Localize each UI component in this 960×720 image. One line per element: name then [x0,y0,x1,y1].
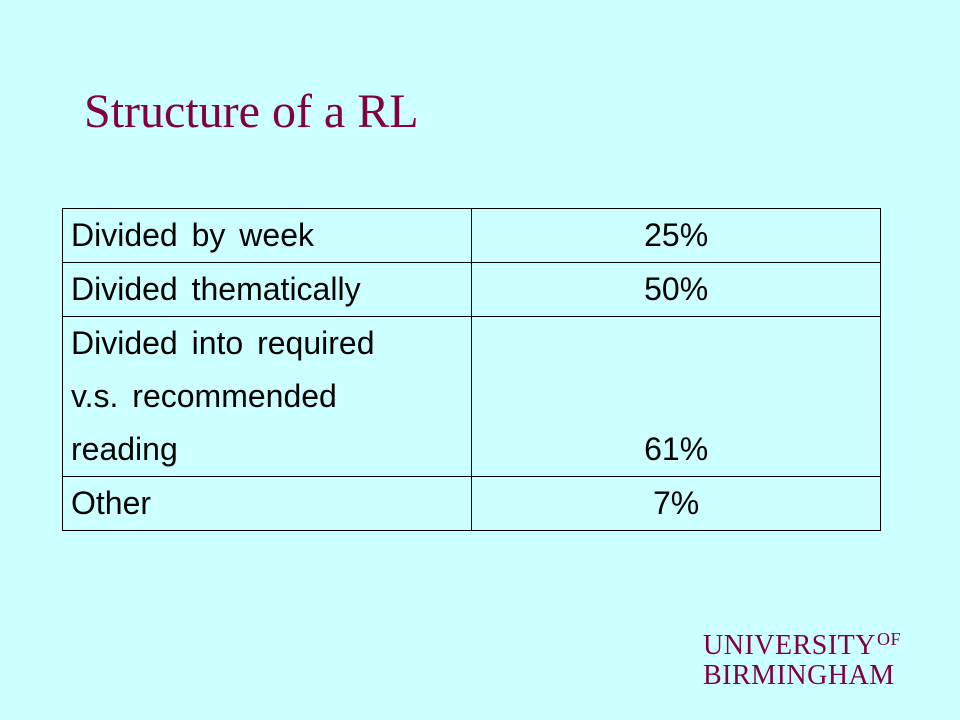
row-label-text: Other [71,485,152,521]
logo-line-2: BIRMINGHAM [703,660,895,691]
row-label-text-line-2: v.s. recommended [71,378,337,414]
row-value: 61% [472,317,881,477]
table-row [63,209,881,263]
table-row [63,317,881,477]
university-logo [703,624,901,691]
logo-university-text: UNIVERSITY [703,630,876,661]
row-value: 50% [472,263,881,317]
row-label-text: Divided by week [71,217,314,253]
row-label-text-line-1: Divided into required [71,325,375,361]
row-label [63,477,472,531]
slide-title: Structure of a RL [84,85,419,138]
row-label [63,317,472,477]
table-row [63,477,881,531]
row-label-text-line-3: reading [71,431,178,467]
row-label [63,209,472,263]
data-table [62,208,881,531]
row-value: 25% [472,209,881,263]
row-label [63,263,472,317]
logo-of-text: OF [877,629,902,649]
table-row [63,263,881,317]
row-label-text: Divided thematically [71,271,361,307]
logo-line-1 [703,624,901,661]
row-value: 7% [472,477,881,531]
